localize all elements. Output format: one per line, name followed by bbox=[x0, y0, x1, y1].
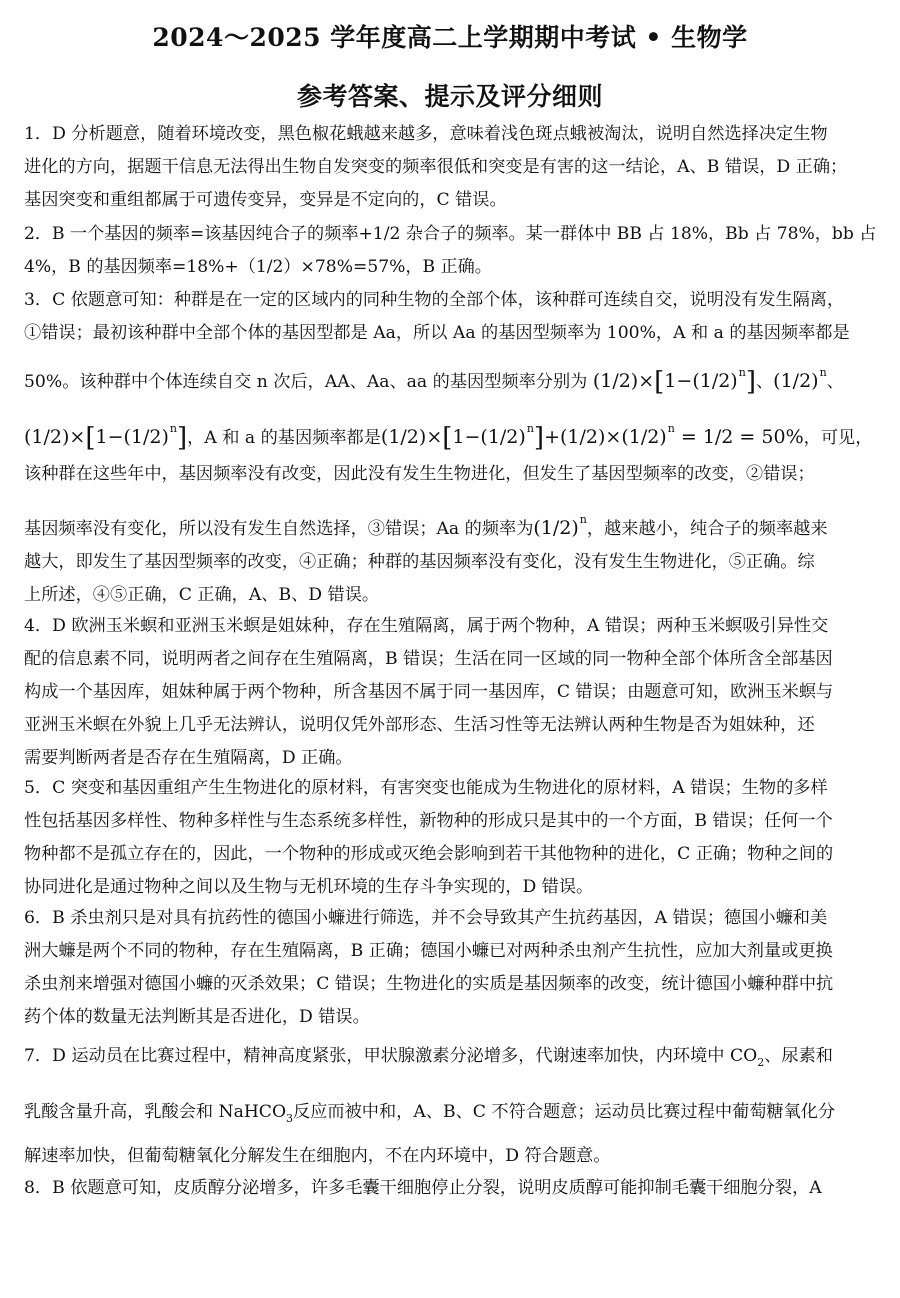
answer-6-line: 杀虫剂来增强对德国小蠊的灭杀效果；C 错误；生物进化的实质是基因频率的改变，统计德国小蠊种群中抗 bbox=[24, 974, 834, 994]
exam-title: 2024～2025 学年度高二上学期期中考试 • 生物学 bbox=[152, 23, 748, 52]
answer-6 bbox=[24, 902, 876, 1034]
answer-6-line: 6．B 杀虫剂只是对具有抗药性的德国小蠊进行筛选，并不会导致其产生抗药基因，A 错误；德国小蠊和美 bbox=[24, 908, 828, 928]
answer-2-line: 2．B 一个基因的频率=该基因纯合子的频率+1/2 杂合子的频率。某一群体中 BB 占 18%，Bb 占 78%，bb 占 bbox=[24, 224, 877, 244]
answer-6-line: 药个体的数量无法判断其是否进化，D 错误。 bbox=[24, 1007, 370, 1027]
answer-3-line: 上所述，④⑤正确，C 正确，A、B、D 错误。 bbox=[24, 585, 380, 605]
answer-5-line: 物种都不是孤立存在的，因此，一个物种的形成或灭绝会影响到若干其他物种的进化，C 正确；物种之间的 bbox=[24, 844, 834, 864]
answer-5-line: 性包括基因多样性、物种多样性与生态系统多样性，新物种的形成只是其中的一个方面，B 错误；任何一个 bbox=[24, 811, 833, 831]
answer-3-formula-line: 50%。该种群中个体连续自交 n 次后，AA、Aa、aa 的基因型频率分别为 $(1/2)\times[1-(1/2)^n]$、$(1/2)^n$、 bbox=[24, 366, 844, 397]
answer-2-line: 4%，B 的基因频率=18%+（1/2）×78%=57%，B 正确。 bbox=[24, 257, 492, 277]
answer-6-line: 洲大蠊是两个不同的物种，存在生殖隔离，B 正确；德国小蠊已对两种杀虫剂产生抗性，应加大剂量或更换 bbox=[24, 941, 833, 961]
formula-heterozygote: $(1/2)^n$ bbox=[533, 513, 587, 539]
answer-5 bbox=[24, 772, 876, 904]
subscript: 3 bbox=[286, 1112, 294, 1125]
subscript: 2 bbox=[757, 1056, 765, 1069]
answer-4-line: 配的信息素不同，说明两者之间存在生殖隔离，B 错误；生活在同一区域的同一物种全部个体所含全部基因 bbox=[24, 649, 833, 669]
answer-8-line: 8．B 依题意可知，皮质醇分泌增多，许多毛囊干细胞停止分裂，说明皮质醇可能抑制毛囊干细胞分裂，A bbox=[24, 1178, 822, 1198]
answer-7-line: 解速率加快，但葡萄糖氧化分解发生在细胞内，不在内环境中，D 符合题意。 bbox=[24, 1146, 611, 1166]
answer-7-line: 7．D 运动员在比赛过程中，精神高度紧张，甲状腺激素分泌增多，代谢速率加快，内环境中 $CO_2$、尿素和 bbox=[24, 1046, 833, 1069]
answer-4-line: 需要判断两者是否存在生殖隔离，D 正确。 bbox=[24, 748, 353, 768]
answer-4 bbox=[24, 610, 876, 775]
answer-3-line: 越大，即发生了基因型频率的改变，④正确；种群的基因频率没有变化，没有发生生物进化，⑤正确。综 bbox=[24, 552, 815, 572]
exam-subtitle: 参考答案、提示及评分细则 bbox=[296, 82, 603, 111]
answer-7-line: 乳酸含量升高，乳酸会和 NaHCO$_3$反应而被中和，A、B、C 不符合题意；运动员比赛过程中葡萄糖氧化分 bbox=[24, 1102, 836, 1125]
answer-3-formula-line: 基因频率没有变化，所以没有发生自然选择，③错误；Aa 的频率为$(1/2)^n$，越来越小，纯合子的频率越来 bbox=[24, 513, 828, 539]
answer-3-line: 该种群在这些年中，基因频率没有改变，因此没有发生生物进化，但发生了基因型频率的改变，②错误； bbox=[24, 464, 815, 484]
formula-genotype-aa-het: $(1/2)^n$ bbox=[773, 366, 827, 392]
answer-1-line: 1．D 分析题意，随着环境改变，黑色椒花蛾越来越多，意味着浅色斑点蛾被淘汰，说明自然选择决定生物 bbox=[24, 124, 828, 144]
answer-3-formula-line: $(1/2)\times[1-(1/2)^n]$，A 和 a 的基因频率都是$(1/2)\times[1-(1/2)^n]+(1/2)\times(1/2)^n = 1/2 = 50\%$，可见， bbox=[24, 422, 873, 453]
answer-1-line: 基因突变和重组都属于可遗传变异，变异是不定向的，C 错误。 bbox=[24, 190, 507, 210]
answer-3 bbox=[24, 284, 876, 350]
answer-4-line: 亚洲玉米螟在外貌上几乎无法辨认，说明仅凭外部形态、生活习性等无法辨认两种生物是否为姐妹种，还 bbox=[24, 715, 815, 735]
answer-2 bbox=[24, 218, 877, 284]
answer-1-line: 进化的方向，据题干信息无法得出生物自发突变的频率很低和突变是有害的这一结论，A、B 错误，D 正确； bbox=[24, 157, 848, 177]
answer-5-line: 5．C 突变和基因重组产生生物进化的原材料，有害突变也能成为生物进化的原材料，A 错误；生物的多样 bbox=[24, 778, 828, 798]
formula-genotype-recessive: $(1/2)\times[1-(1/2)^n]$ bbox=[24, 422, 188, 453]
formula-genotype-aa: $(1/2)\times[1-(1/2)^n]$ bbox=[592, 366, 756, 397]
answer-3-tail bbox=[24, 546, 876, 612]
answer-4-line: 构成一个基因库，姐妹种属于两个物种，所含基因不属于同一基因库，C 错误；由题意可知，欧洲玉米螟与 bbox=[24, 682, 834, 702]
answer-4-line: 4．D 欧洲玉米螟和亚洲玉米螟是姐妹种，存在生殖隔离，属于两个物种，A 错误；两种玉米螟吸引异性交 bbox=[24, 616, 829, 636]
answer-3-line: 3．C 依题意可知：种群是在一定的区域内的同种生物的全部个体，该种群可连续自交，说明没有发生隔离， bbox=[24, 290, 845, 310]
answer-3-line: ①错误；最初该种群中全部个体的基因型都是 Aa，所以 Aa 的基因型频率为 100%，A 和 a 的基因频率都是 bbox=[24, 323, 850, 343]
answer-5-line: 协同进化是通过物种之间以及生物与无机环境的生存斗争实现的，D 错误。 bbox=[24, 877, 594, 897]
answer-8 bbox=[24, 1172, 876, 1205]
formula-allele-frequency: $(1/2)\times[1-(1/2)^n]+(1/2)\times(1/2)^n = 1/2 = 50\%$ bbox=[380, 422, 804, 453]
answer-1 bbox=[24, 118, 876, 217]
